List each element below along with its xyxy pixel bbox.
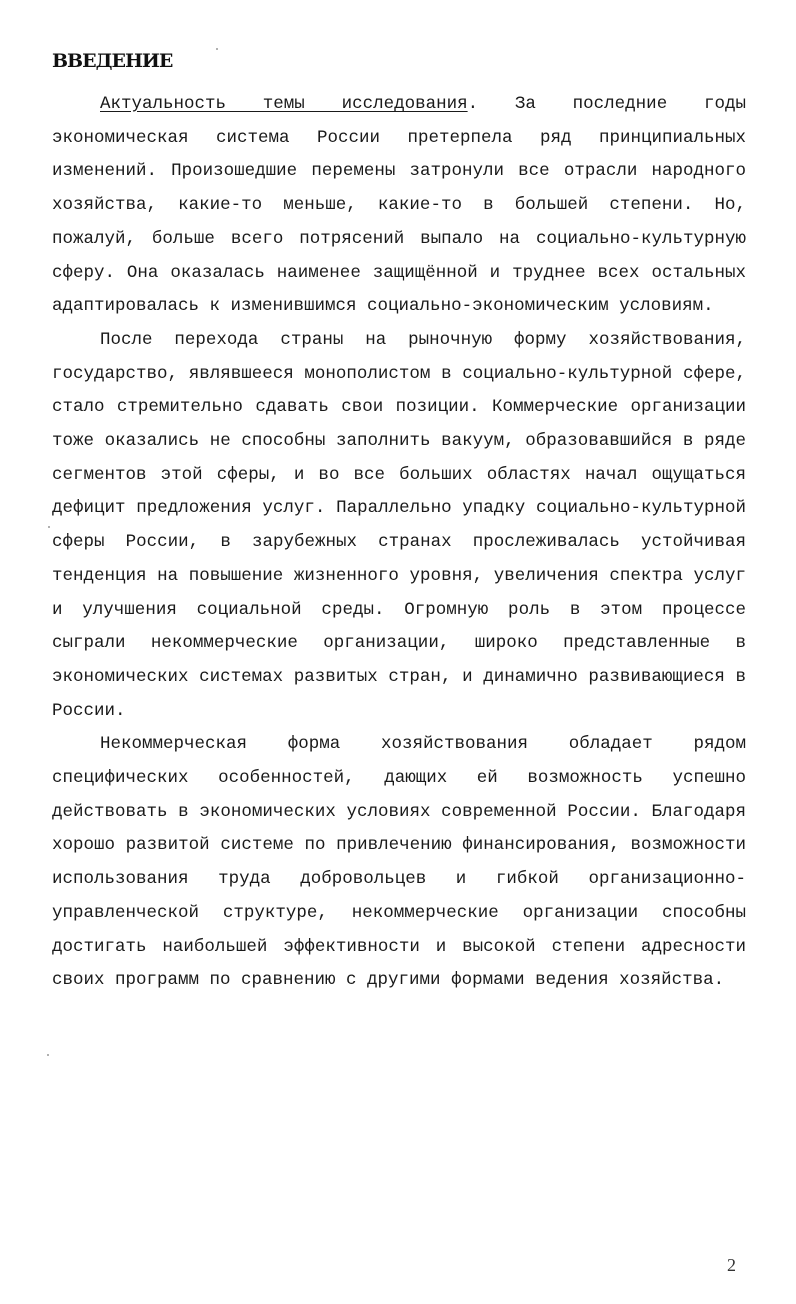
section-heading: ВВЕДЕНИЕ xyxy=(52,50,173,72)
paragraph-relevance xyxy=(52,88,746,324)
scan-speck xyxy=(216,48,218,50)
paragraph-nonprofit: Некоммерческая форма хозяйствования обладает рядом специфических особенностей, дающих ей возможность успешно действовать в экономических условиях современной России. Благодаря хорошо развитой системе по привлечению финансирования, возможности использования труда добровольцев и гибкой организационно-управленческой структуре, некоммерческие организации способны достигать наибольшей эффективности и высокой степени адресности своих программ по сравнению с другими формами ведения хозяйства. xyxy=(52,734,746,991)
scan-speck xyxy=(47,1054,49,1056)
page-number: 2 xyxy=(727,1255,736,1275)
relevance-term: Актуальность темы исследования xyxy=(100,94,468,114)
body-text xyxy=(52,88,746,998)
paragraph-transition: После перехода страны на рыночную форму хозяйствования, государство, являвшееся монополистом в социально-культурной сфере, стало стремительно сдавать свои позиции. Коммерческие организации тоже оказались не способны заполнить вакуум, образовавшийся в ряде сегментов этой сферы, и во все больших областях начал ощущаться дефицит предложения услуг. Параллельно упадку социально-культурной сферы России, в зарубежных странах прослеживалась устойчивая тенденция на повышение жизненного уровня, увеличения спектра услуг и улучшения социальной среды. Огромную роль в этом процессе сыграли некоммерческие организации, широко представленные в экономических системах развитых стран, и динамично развивающиеся в России. xyxy=(52,329,746,721)
paragraph-text: . За последние годы экономическая система России претерпела ряд принципиальных изменений. Произошедшие перемены затронули все отрасли народного хозяйства, какие-то меньше, какие-то в большей степени. Но, пожалуй, больше всего потрясений выпало на социально-культурную сферу. Она оказалась наименее защищённой и труднее всех остальных адаптировалась к изменившимся социально-экономическим условиям. xyxy=(52,94,746,317)
scan-speck xyxy=(48,526,50,528)
